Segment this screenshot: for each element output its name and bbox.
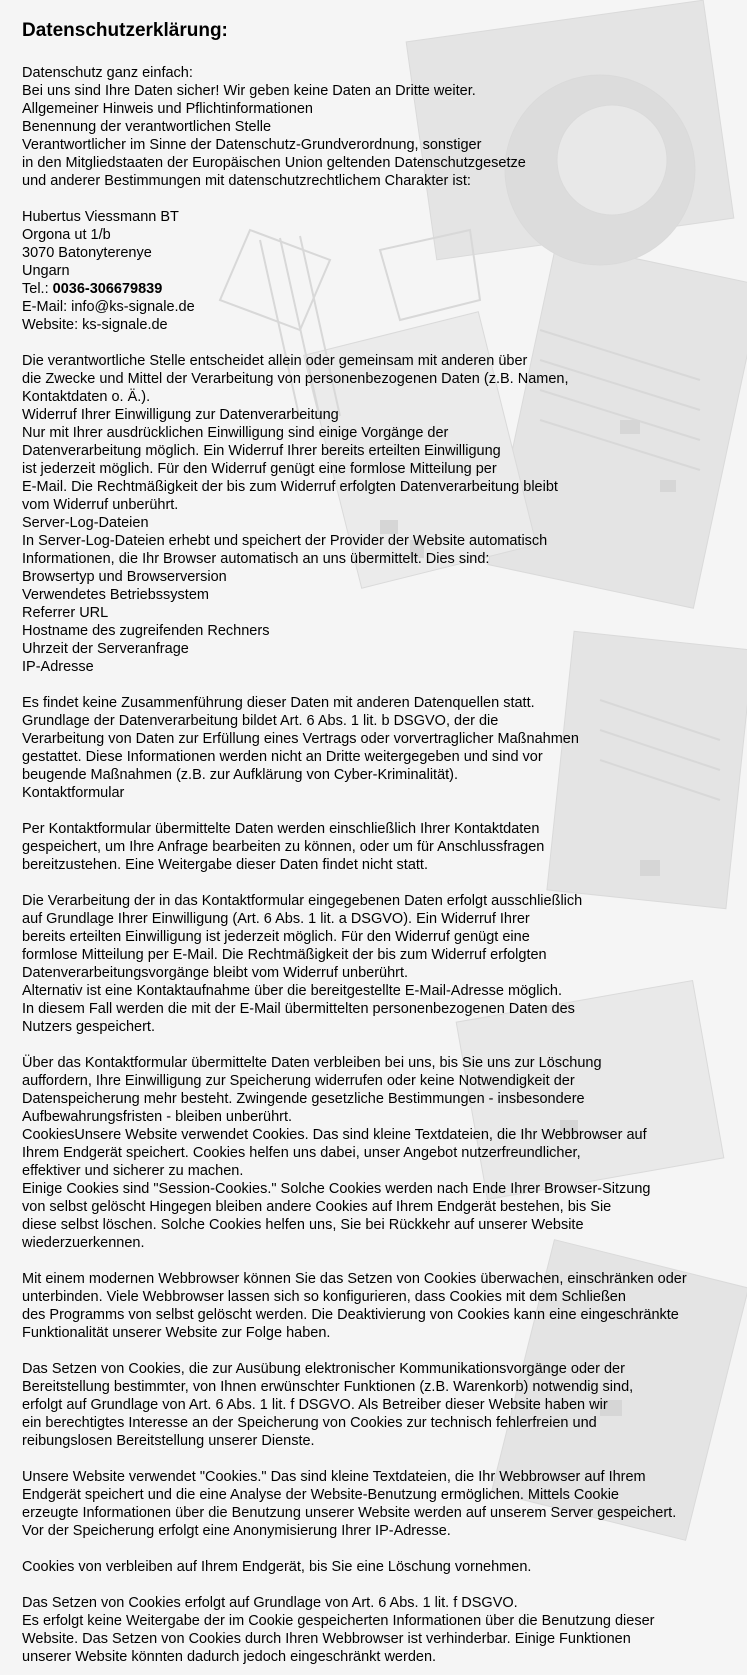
- text-line: beugende Maßnahmen (z.B. zur Aufklärung von Cyber-Kriminalität).: [22, 767, 459, 783]
- text-line: Per Kontaktformular übermittelte Daten werden einschließlich Ihrer Kontaktdaten: [22, 821, 540, 837]
- text-line: Datenverarbeitungsvorgänge bleibt vom Widerruf unberührt.: [22, 965, 409, 981]
- text-line: Über das Kontaktformular übermittelte Daten verbleiben bei uns, bis Sie uns zur Löschung: [22, 1055, 602, 1071]
- text-line: Das Setzen von Cookies erfolgt auf Grundlage von Art. 6 Abs. 1 lit. f DSGVO.: [22, 1595, 518, 1611]
- text-line: Kontaktformular: [22, 785, 125, 801]
- text-line: vom Widerruf unberührt.: [22, 497, 179, 513]
- text-line: effektiver und sicherer zu machen.: [22, 1163, 244, 1179]
- text-line: Verantwortlicher im Sinne der Datenschutz-Grundverordnung, sonstiger: [22, 137, 482, 153]
- text-line: Referrer URL: [22, 605, 109, 621]
- text-line: formlose Mitteilung per E-Mail. Die Rechtmäßigkeit der bis zum Widerruf erfolgten: [22, 947, 547, 963]
- contact-form-processing-section: [22, 892, 737, 1036]
- cookie-retention-section: [22, 1558, 737, 1576]
- text-line: Allgemeiner Hinweis und Pflichtinformationen: [22, 101, 313, 117]
- text-line: Das Setzen von Cookies, die zur Ausübung elektronischer Kommunikationsvorgänge oder der: [22, 1361, 625, 1377]
- text-line: Die verantwortliche Stelle entscheidet allein oder gemeinsam mit anderen über: [22, 353, 528, 369]
- text-line: Hostname des zugreifenden Rechners: [22, 623, 270, 639]
- text-line: E-Mail. Die Rechtmäßigkeit der bis zum Widerruf erfolgten Datenverarbeitung bleibt: [22, 479, 558, 495]
- text-line: Funktionalität unserer Website zur Folge haben.: [22, 1325, 331, 1341]
- text-line: Nur mit Ihrer ausdrücklichen Einwilligung sind einige Vorgänge der: [22, 425, 449, 441]
- text-line: Datenverarbeitung möglich. Ein Widerruf Ihrer bereits erteilten Einwilligung: [22, 443, 501, 459]
- retention-and-cookies-section: [22, 1054, 737, 1252]
- text-line: unterbinden. Viele Webbrowser lassen sich so konfigurieren, dass Cookies mit dem Schließen: [22, 1289, 626, 1305]
- intro-section: [22, 64, 737, 190]
- text-line: Einige Cookies sind "Session-Cookies." Solche Cookies werden nach Ende Ihrer Browser-Sitzung: [22, 1181, 651, 1197]
- address-block: [22, 208, 737, 334]
- text-line: Widerruf Ihrer Einwilligung zur Datenverarbeitung: [22, 407, 339, 423]
- text-line: Alternativ ist eine Kontaktaufnahme über die bereitgestellte E-Mail-Adresse möglich.: [22, 983, 562, 999]
- phone-number: 0036-306679839: [52, 281, 163, 297]
- text-line: von selbst gelöscht Hingegen bleiben andere Cookies auf Ihrem Endgerät bestehen, bis Sie: [22, 1199, 612, 1215]
- browser-cookie-control-section: [22, 1270, 737, 1342]
- text-line: Grundlage der Datenverarbeitung bildet Art. 6 Abs. 1 lit. b DSGVO, der die: [22, 713, 499, 729]
- text-line: die Zwecke und Mittel der Verarbeitung von personenbezogenen Daten (z.B. Namen,: [22, 371, 569, 387]
- text-line: CookiesUnsere Website verwendet Cookies. Das sind kleine Textdateien, die Ihr Webbrowser auf: [22, 1127, 647, 1143]
- text-line: Aufbewahrungsfristen - bleiben unberührt.: [22, 1109, 293, 1125]
- phone: [22, 280, 737, 298]
- text-line: unserer Website könnten dadurch jedoch eingeschränkt werden.: [22, 1649, 437, 1665]
- text-line: Datenschutz ganz einfach:: [22, 65, 193, 81]
- text-line: des Programms von selbst gelöscht werden. Die Deaktivierung von Cookies kann eine eingeschränkte: [22, 1307, 679, 1323]
- analysis-cookies-section: [22, 1468, 737, 1540]
- text-line: Website. Das Setzen von Cookies durch Ihren Webbrowser ist verhinderbar. Einige Funktionen: [22, 1631, 631, 1647]
- cookie-legal-basis-section: [22, 1360, 737, 1450]
- text-line: Unsere Website verwendet "Cookies." Das sind kleine Textdateien, die Ihr Webbrowser auf Ihrem: [22, 1469, 646, 1485]
- text-line: und anderer Bestimmungen mit datenschutzrechtlichem Charakter ist:: [22, 173, 471, 189]
- text-line: reibungslosen Bereitstellung unserer Dienste.: [22, 1433, 315, 1449]
- text-line: Es erfolgt keine Weitergabe der im Cookie gespeicherten Informationen über die Benutzung dieser: [22, 1613, 655, 1629]
- text-line: erzeugte Informationen über die Benutzung unserer Website werden auf unserem Server gespeichert.: [22, 1505, 677, 1521]
- text-line: bereits erteilten Einwilligung ist jederzeit möglich. Für den Widerruf genügt eine: [22, 929, 530, 945]
- text-line: Verarbeitung von Daten zur Erfüllung eines Vertrags oder vorvertraglicher Maßnahmen: [22, 731, 579, 747]
- text-line: auf Grundlage Ihrer Einwilligung (Art. 6 Abs. 1 lit. a DSGVO). Ein Widerruf Ihrer: [22, 911, 530, 927]
- contact-form-section: [22, 820, 737, 874]
- text-line: Benennung der verantwortlichen Stelle: [22, 119, 272, 135]
- text-line: Informationen, die Ihr Browser automatisch an uns übermittelt. Dies sind:: [22, 551, 490, 567]
- text-line: Die Verarbeitung der in das Kontaktformular eingegebenen Daten erfolgt ausschließlich: [22, 893, 583, 909]
- text-line: Server-Log-Dateien: [22, 515, 149, 531]
- cookie-basis-final-section: [22, 1594, 737, 1666]
- text-line: bereitzustehen. Eine Weitergabe dieser Daten findet nicht statt.: [22, 857, 428, 873]
- text-line: Nutzers gespeichert.: [22, 1019, 155, 1035]
- email: E-Mail: info@ks-signale.de: [22, 299, 195, 315]
- text-line: ist jederzeit möglich. Für den Widerruf genügt eine formlose Mitteilung per: [22, 461, 497, 477]
- text-line: in den Mitgliedstaaten der Europäischen Union geltenden Datenschutzgesetze: [22, 155, 526, 171]
- text-line: Bereitstellung bestimmter, von Ihnen erwünschter Funktionen (z.B. Warenkorb) notwendig sind,: [22, 1379, 634, 1395]
- phone-label: Tel.:: [22, 281, 53, 297]
- text-line: auffordern, Ihre Einwilligung zur Speicherung widerrufen oder keine Notwendigkeit der: [22, 1073, 575, 1089]
- text-line: wiederzuerkennen.: [22, 1235, 145, 1251]
- text-line: Vor der Speicherung erfolgt eine Anonymisierung Ihrer IP-Adresse.: [22, 1523, 451, 1539]
- city: 3070 Batonyterenye: [22, 245, 152, 261]
- text-line: Verwendetes Betriebssystem: [22, 587, 209, 603]
- text-line: Datenspeicherung mehr besteht. Zwingende gesetzliche Bestimmungen - insbesondere: [22, 1091, 585, 1107]
- text-line: Cookies von verbleiben auf Ihrem Endgerät, bis Sie eine Löschung vornehmen.: [22, 1559, 532, 1575]
- company-name: Hubertus Viessmann BT: [22, 209, 179, 225]
- text-line: Browsertyp und Browserversion: [22, 569, 227, 585]
- text-line: Mit einem modernen Webbrowser können Sie das Setzen von Cookies überwachen, einschränken oder: [22, 1271, 687, 1287]
- data-merge-section: [22, 694, 737, 802]
- website: Website: ks-signale.de: [22, 317, 168, 333]
- text-line: In Server-Log-Dateien erhebt und speichert der Provider der Website automatisch: [22, 533, 548, 549]
- text-line: Uhrzeit der Serveranfrage: [22, 641, 189, 657]
- text-line: gespeichert, um Ihre Anfrage bearbeiten zu können, oder um für Anschlussfragen: [22, 839, 545, 855]
- country: Ungarn: [22, 263, 70, 279]
- text-line: diese selbst löschen. Solche Cookies helfen uns, Sie bei Rückkehr auf unserer Website: [22, 1217, 584, 1233]
- text-line: Kontaktdaten o. Ä.).: [22, 389, 151, 405]
- text-line: erfolgt auf Grundlage von Art. 6 Abs. 1 lit. f DSGVO. Als Betreiber dieser Website haben wir: [22, 1397, 608, 1413]
- text-line: Ihrem Endgerät speichert. Cookies helfen uns dabei, unser Angebot nutzerfreundlicher,: [22, 1145, 581, 1161]
- text-line: ein berechtigtes Interesse an der Speicherung von Cookies zur technisch fehlerfreien und: [22, 1415, 597, 1431]
- page-title: Datenschutzerklärung:: [22, 20, 228, 41]
- street: Orgona ut 1/b: [22, 227, 111, 243]
- text-line: IP-Adresse: [22, 659, 94, 675]
- responsible-and-logs-section: [22, 352, 737, 676]
- text-line: Bei uns sind Ihre Daten sicher! Wir geben keine Daten an Dritte weiter.: [22, 83, 476, 99]
- text-line: Es findet keine Zusammenführung dieser Daten mit anderen Datenquellen statt.: [22, 695, 535, 711]
- text-line: gestattet. Diese Informationen werden nicht an Dritte weitergegeben und sind vor: [22, 749, 543, 765]
- text-line: In diesem Fall werden die mit der E-Mail übermittelten personenbezogenen Daten des: [22, 1001, 575, 1017]
- text-line: Endgerät speichert und die eine Analyse der Website-Benutzung ermöglichen. Mittels Cookie: [22, 1487, 619, 1503]
